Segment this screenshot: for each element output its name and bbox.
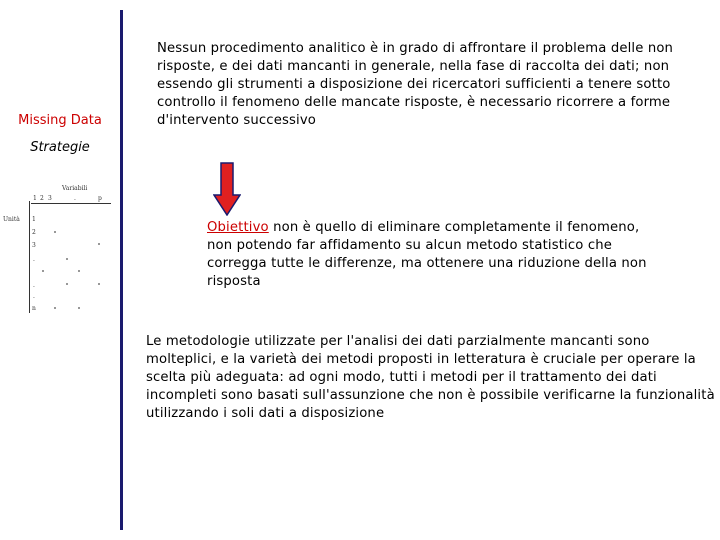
section-title: Missing Data — [18, 113, 102, 128]
intro-paragraph: Nessun procedimento analitico è in grado di affrontare il problema delle non risposte, e dei dati mancanti in generale, nella fase di raccolta dei dati; non essendo gli strumenti a disposizione dei ricercatori sufficienti a tenere sotto controllo il fenomeno delle mancate risposte, è necessario ricorrere a forme d'intervento successivo — [157, 41, 674, 128]
matrix-row-label: 3 — [32, 242, 36, 249]
matrix-col-label: 1 — [33, 195, 37, 202]
matrix-cell-dot — [54, 307, 56, 309]
matrix-left-rule — [29, 201, 30, 313]
matrix-cell-dot — [42, 270, 44, 272]
section-subtitle: Strategie — [30, 140, 90, 155]
matrix-row-label: . — [33, 282, 35, 289]
matrix-col-label: p — [98, 195, 102, 202]
matrix-cell-dot — [54, 231, 56, 233]
down-arrow-icon — [213, 162, 241, 216]
matrix-col-label: 2 — [40, 195, 44, 202]
matrix-row-label: 2 — [32, 229, 36, 236]
matrix-row-label: n — [32, 305, 36, 312]
matrix-top-rule — [31, 203, 111, 204]
objective-paragraph — [207, 219, 647, 291]
matrix-units-header: Unità — [3, 216, 20, 223]
matrix-cell-dot — [66, 283, 68, 285]
matrix-cell-dot — [66, 258, 68, 260]
data-matrix-figure — [2, 183, 116, 315]
methods-paragraph: Le metodologie utilizzate per l'analisi dei dati parzialmente mancanti sono molteplici, e la varietà dei metodi proposti in letteratura è cruciale per operare la scelta più adeguata: ad ogni modo, tutti i metodi per il trattamento dei dati incompleti sono basati sull'assunzione che non è possibile verificarne la funzionalità utilizzando i soli dati a disposizione — [146, 334, 715, 421]
vertical-divider — [120, 10, 123, 530]
matrix-row-label: . — [33, 256, 35, 263]
matrix-cell-dot — [98, 243, 100, 245]
matrix-variables-header: Variabili — [62, 185, 88, 192]
matrix-cell-dot — [98, 283, 100, 285]
objective-text: non è quello di eliminare completamente il fenomeno, non potendo far affidamento su alcun metodo statistico che corregga tutte le differenze, ma ottenere una riduzione della non risposta — [207, 220, 647, 289]
matrix-row-label: 1 — [32, 216, 36, 223]
matrix-cell-dot — [78, 307, 80, 309]
matrix-col-label: 3 — [48, 195, 52, 202]
matrix-col-label: . — [74, 195, 76, 202]
objective-keyword: Obiettivo — [207, 220, 269, 235]
matrix-cell-dot — [78, 270, 80, 272]
matrix-row-label: . — [33, 293, 35, 300]
